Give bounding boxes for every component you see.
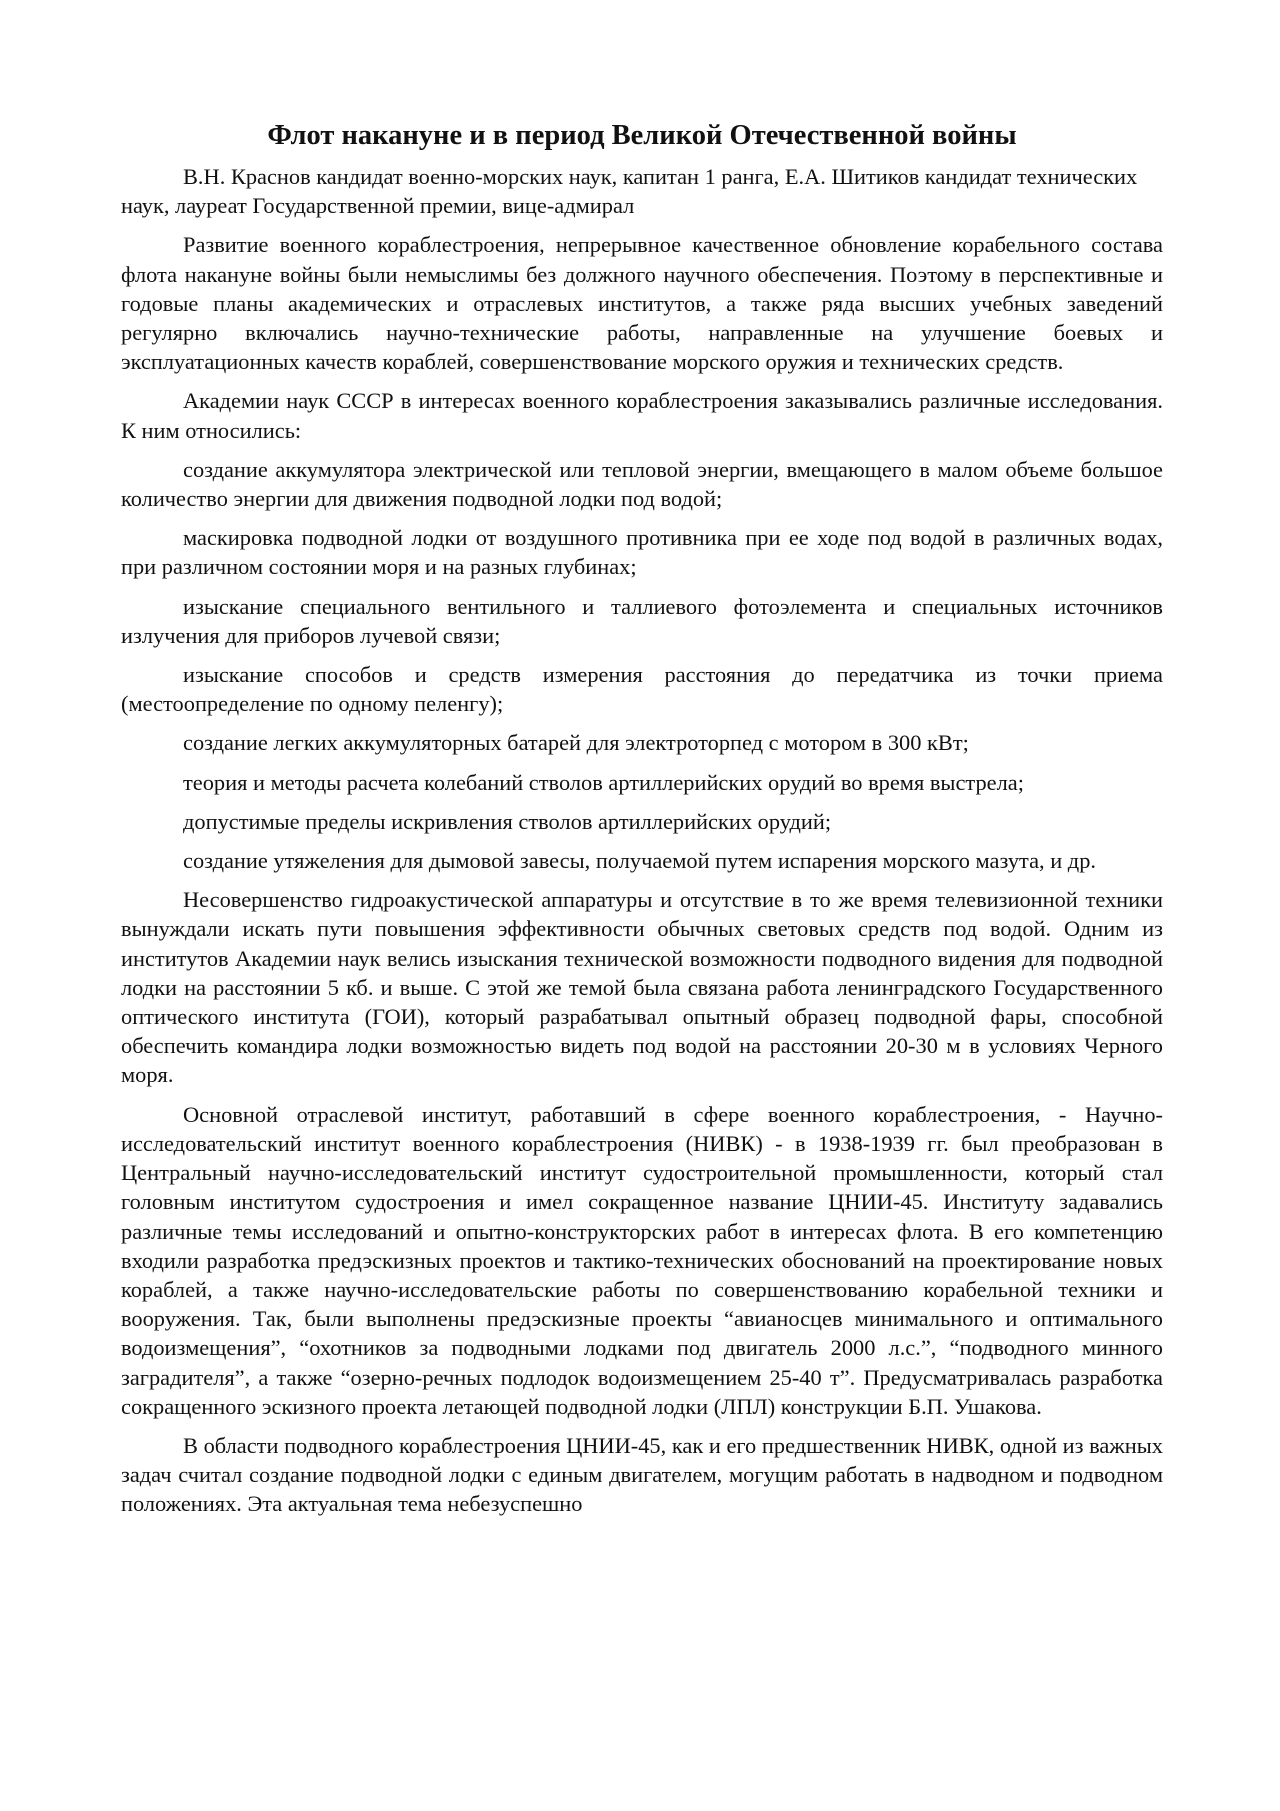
paragraph: Несовершенство гидроакустической аппаратуры и отсутствие в то же время телевизионной техники вынуждали искать пути повышения эффективности обычных световых средств под водой. Одним из институтов Академии наук велись изыскания технической возможности подводного видения для подводной лодки на расстоянии 5 кб. и выше. С этой же темой была связана работа ленинградского Государственного оптического института (ГОИ), который разрабатывал опытный образец подводной фары, способной обеспечить командира лодки возможностью видеть под водой на расстоянии 20-30 м в условиях Черного моря. bbox=[121, 887, 1163, 1088]
list-item: изыскание способов и средств измерения расстояния до передатчика из точки приема (местоопределение по одному пеленгу); bbox=[121, 662, 1163, 717]
list-item: маскировка подводной лодки от воздушного противника при ее ходе под водой в различных водах, при различном состоянии моря и на разных глубинах; bbox=[121, 525, 1163, 580]
list-item: создание утяжеления для дымовой завесы, получаемой путем испарения морского мазута, и др. bbox=[183, 848, 1096, 874]
authors-line: В.Н. Краснов кандидат военно-морских наук, капитан 1 ранга, Е.А. Шитиков кандидат технических наук, лауреат Государственной премии, вице-адмирал bbox=[121, 164, 1138, 219]
paragraph: Развитие военного кораблестроения, непрерывное качественное обновление корабельного состава флота накануне войны были немыслимы без должного научного обеспечения. Поэтому в перспективные и годовые планы академических и отраслевых институтов, а также ряда высших учебных заведений регулярно включались научно-технические работы, направленные на улучшение боевых и эксплуатационных качеств кораблей, совершенствование морского оружия и технических средств. bbox=[121, 232, 1163, 375]
list-item: теория и методы расчета колебаний стволов артиллерийских орудий во время выстрела; bbox=[183, 769, 1024, 795]
list-item: создание аккумулятора электрической или тепловой энергии, вмещающего в малом объеме большое количество энергии для движения подводной лодки под водой; bbox=[121, 456, 1163, 512]
paragraph: Основной отраслевой институт, работавший в сфере военного кораблестроения, - Научно-исследовательский институт военного кораблестроения (НИВК) - в 1938-1939 гг. был преобразован в Центральный научно-исследовательский институт судостроительной промышленности, который стал головным институтом судостроения и имел сокращенное название ЦНИИ-45. Институту задавались различные темы исследований и опытно-конструкторских работ в интересах флота. В его компетенцию входили разработка предэскизных проектов и тактико-технических обоснований на проектирование новых кораблей, а также научно-исследовательские работы по совершенствованию корабельной техники и вооружения. Так, были выполнены предэскизные проекты “авианосцев минимального и оптимального водоизмещения”, “охотников за подводными лодками под двигатель 2000 л.с.”, “подводного минного заградителя”, а также “озерно-речных подлодок водоизмещением 25-40 т”. Предусматривалась разработка сокращенного эскизного проекта летающей подводной лодки (ЛПЛ) конструкции Б.П. Ушакова. bbox=[121, 1101, 1163, 1419]
paragraph: В области подводного кораблестроения ЦНИИ-45, как и его предшественник НИВК, одной из важных задач считал создание подводной лодки с единым двигателем, могущим работать в надводном и подводном положениях. Эта актуальная тема небезуспешно bbox=[121, 1432, 1163, 1517]
paragraph: Академии наук СССР в интересах военного кораблестроения заказывались различные исследования. К ним относились: bbox=[121, 388, 1163, 443]
list-item: изыскание специального вентильного и таллиевого фотоэлемента и специальных источников излучения для приборов лучевой связи; bbox=[121, 593, 1163, 648]
document-title: Флот накануне и в период Великой Отечественной войны bbox=[267, 120, 1017, 151]
document-page bbox=[121, 118, 1163, 1529]
list-item: создание легких аккумуляторных батарей для электроторпед с мотором в 300 кВт; bbox=[183, 730, 969, 756]
list-item: допустимые пределы искривления стволов артиллерийских орудий; bbox=[183, 808, 832, 834]
